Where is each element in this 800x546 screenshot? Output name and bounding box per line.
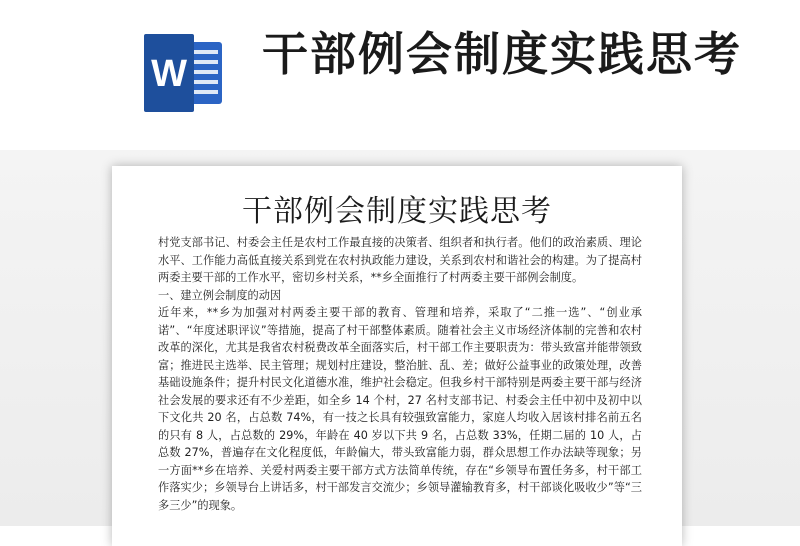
document-title: 干部例会制度实践思考 (242, 194, 552, 229)
header-banner (0, 0, 800, 150)
paragraph-body: 近年来，**乡为加强对村两委主要干部的教育、管理和培养，采取了“二推一选”、“创业承诺”、“年度述职评议”等措施，提高了村干部整体素质。随着社会主义市场经济体制的完善和农村改革的深化，尤其是我省农村税费改革全面落实后，村干部工作主要职责为：带头致富并能带领致富；推进民主选举、民主管理；规划村庄建设，整治脏、乱、差；做好公益事业的政策处理，改善基础设施条件；提升村民文化道德水准，维护社会稳定。但我乡村干部特别是两委主要干部与经济社会发展的要求还有不少差距，如全乡 14 个村，27 名村支部书记、村委会主任中初中及初中以下文化共 20 名，占总数 74%，有一技之长具有较强致富能力，家庭人均收入居该村排名前五名的只有 8 人，占总数的 29%，年龄在 40 岁以下共 9 名，占总数 33%，任期二届的 10 人，占总数 27%，普遍存在文化程度低，年龄偏大，带头致富能力弱，群众思想工作办法缺等现象；另一方面**乡在培养、关爱村两委主要干部方式方法简单传统，存在“乡领导布置任务多，村干部工作落实少；乡领导台上讲话多，村干部发言交流少；乡领导灌输教育多，村干部谈化吸收少”等“三多三少”的现象。 (158, 306, 642, 512)
paragraph-intro: 村党支部书记、村委会主任是农村工作最直接的决策者、组织者和执行者。他们的政治素质、理论水平、工作能力高低直接关系到党在农村执政能力建设，关系到农村和谐社会的构建。为了提高村两委主要干部的工作水平，密切乡村关系，**乡全面推行了村两委主要干部例会制度。 (158, 236, 642, 284)
word-document-icon (140, 30, 226, 116)
section-heading: 一、建立例会制度的动因 (158, 288, 282, 302)
document-body (158, 234, 642, 514)
document-page (112, 166, 682, 546)
page-title: 干部例会制度实践思考 (262, 27, 742, 81)
word-icon-letter: W (151, 53, 187, 95)
